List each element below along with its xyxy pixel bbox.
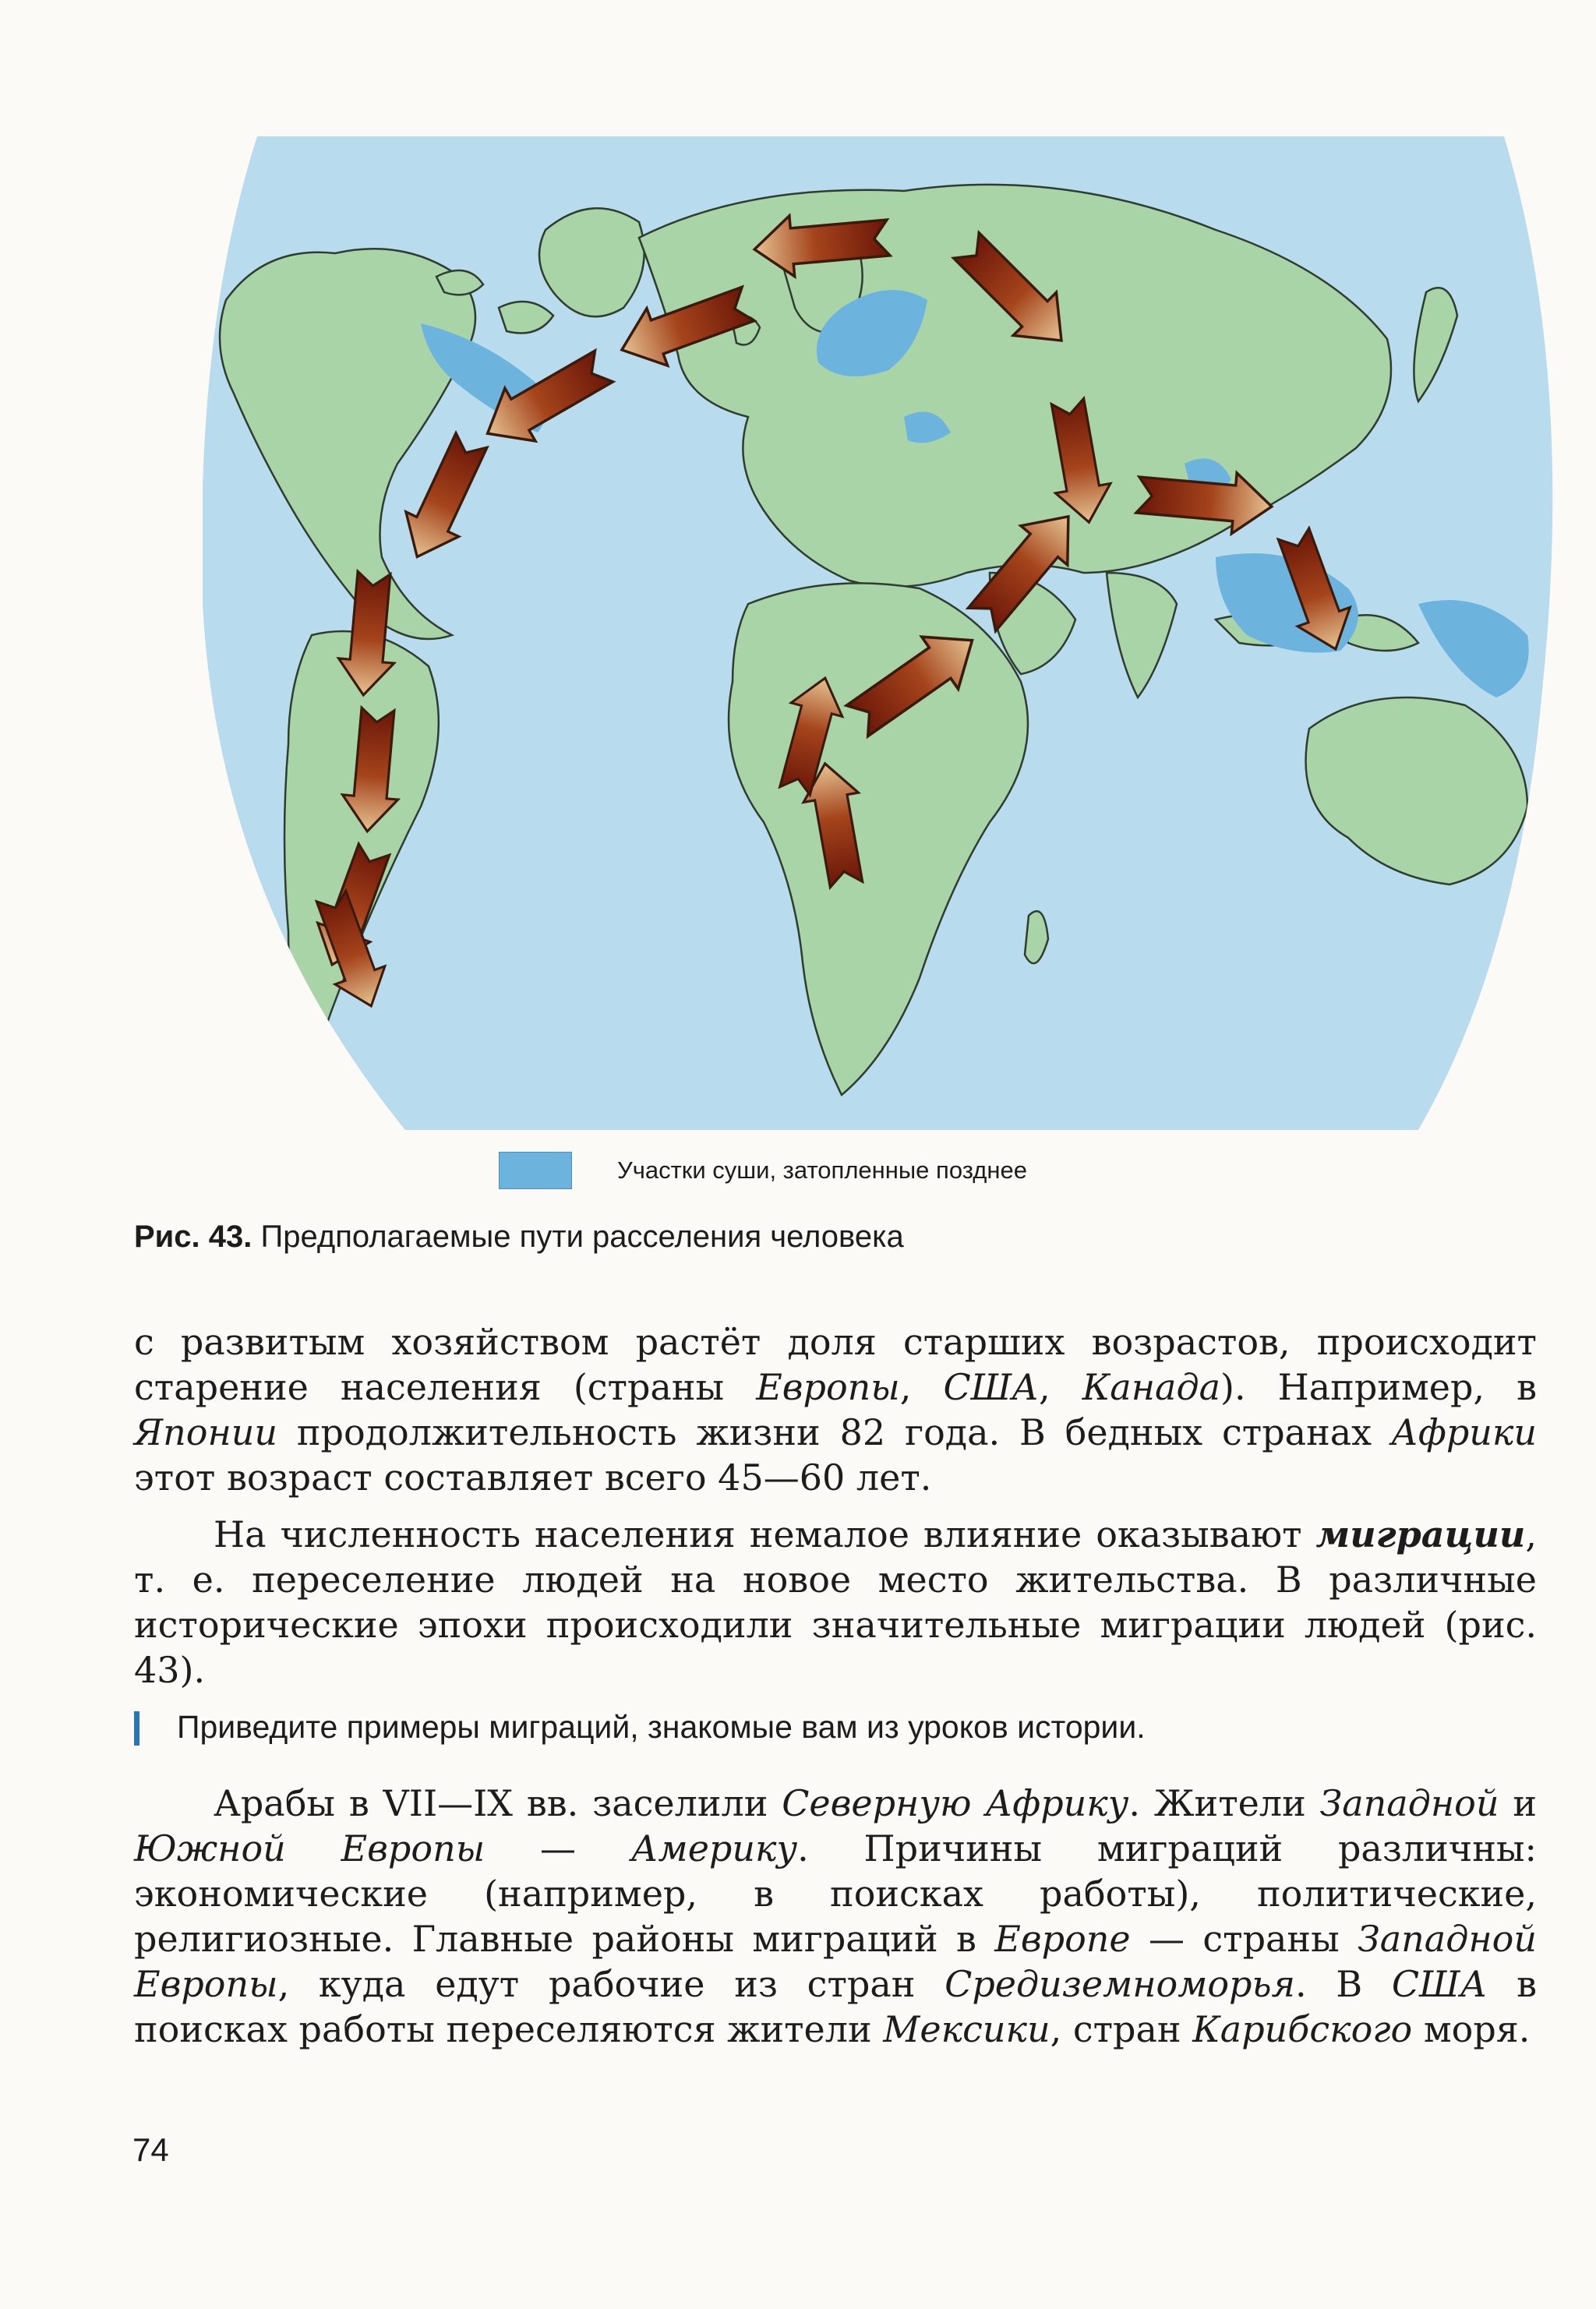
paragraph-1: с развитым хозяйством растёт доля старших возрастов, происходит старение населения (страны Европы, США, Канада). Например, в Японии продолжительность жизни 82 года. В бедных странах Африки этот возраст составляет всего 45—60 лет. — [134, 1321, 1537, 1499]
paragraph-2: На численность населения немалое влияние оказывают миграции, т. е. переселение людей на новое место жительства. В различные исторические эпохи происходили значительные миграции людей (рис. 43). — [134, 1513, 1537, 1691]
page-number: 74 — [132, 2131, 169, 2168]
question-text: Приведите примеры миграций, знакомые вам из уроков истории. — [177, 1709, 1146, 1745]
paragraph-3: Арабы в VII—IX вв. заселили Северную Африку. Жители Западной и Южной Европы — Америку. Причины миграций различны: экономические (например, в поисках работы), политические, религиозные. Главные районы миграций в Европе — страны Западной Европы, куда едут рабочие из стран Средиземноморья. В США в поисках работы переселяются жители Мексики, стран Карибского моря. — [134, 1782, 1537, 2050]
caption-prefix: Рис. 43. — [134, 1220, 252, 1254]
question-marker — [134, 1711, 139, 1746]
map-legend — [499, 1152, 1027, 1189]
legend-swatch — [499, 1152, 572, 1189]
figure-caption — [134, 1220, 1537, 1255]
caption-text: Предполагаемые пути расселения человека — [260, 1220, 904, 1254]
question-prompt — [134, 1707, 1537, 1747]
migration-map — [203, 136, 1559, 1130]
legend-label: Участки суши, затопленные позднее — [617, 1156, 1027, 1184]
